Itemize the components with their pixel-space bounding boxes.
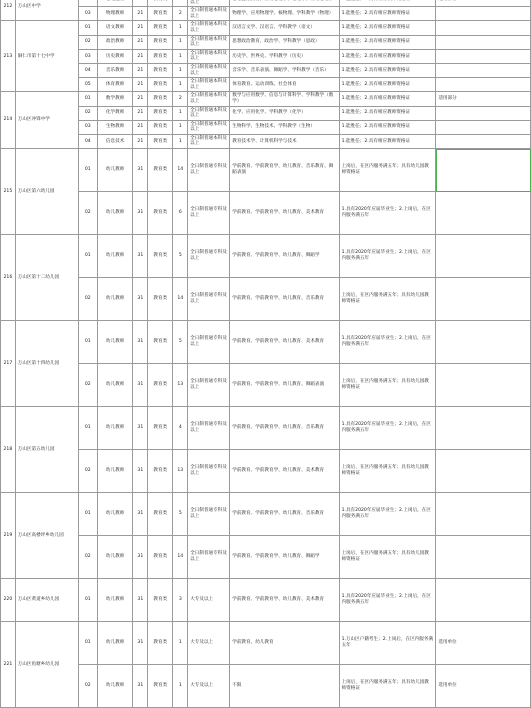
cell-subject[interactable]: 数学教师 (97, 92, 133, 106)
school-name-cell[interactable]: 万山区第五幼儿园 (15, 407, 78, 493)
cell-no[interactable]: 01 (78, 92, 97, 106)
cell-major[interactable]: 不限 (230, 665, 339, 708)
cell-subject[interactable]: 幼儿教师 (97, 235, 133, 278)
cell-note[interactable] (436, 78, 531, 92)
cell-other[interactable]: 1.能胜任；2.具有相应教师资格证 (339, 78, 436, 92)
cell-count[interactable]: 2 (173, 92, 188, 106)
table-row (1, 49, 531, 63)
cell-count[interactable]: 14 (173, 536, 188, 579)
cell-subject[interactable]: 幼儿教师 (97, 665, 133, 708)
cell-other[interactable]: 1.能胜任；2.具有相应教师资格证 (339, 106, 436, 120)
cell-code[interactable]: 31 (133, 235, 148, 278)
cell-major[interactable]: 思想政治教育、政治学、学科教学（思政） (230, 35, 339, 49)
cell-major[interactable]: 化学、应用化学、学科教学（化学） (230, 106, 339, 120)
cell-subject[interactable]: 幼儿教师 (97, 536, 133, 579)
cell-code[interactable]: 21 (133, 78, 148, 92)
cell-note[interactable] (436, 235, 531, 278)
cell-no[interactable]: 01 (78, 493, 97, 536)
cell-major[interactable]: 体育教育、运动训练、社会体育 (230, 78, 339, 92)
cell-edu[interactable]: 全日制普通本科及以上 (188, 120, 230, 134)
cell-count[interactable]: 5 (173, 235, 188, 278)
cell-major[interactable]: 学前教育、学前教育学、幼儿教育、音乐教育 (230, 407, 339, 450)
cell-no[interactable]: 02 (78, 35, 97, 49)
cell-count[interactable]: 3 (173, 579, 188, 622)
cell-code[interactable]: 31 (133, 450, 148, 493)
cell-edu[interactable]: 全日制普通专科及以上 (188, 235, 230, 278)
cell-major[interactable]: 学前教育、学前教育学、幼儿教育、美术教育 (230, 450, 339, 493)
cell-count[interactable]: 1 (173, 120, 188, 134)
cell-no[interactable]: 01 (78, 321, 97, 364)
cell-other[interactable]: 上岗后，在区内服务满五年；具有幼儿园教师资格证 (339, 665, 436, 708)
cell-type[interactable]: 教育类 (148, 407, 173, 450)
cell-other[interactable]: 上岗后，在区内服务满五年；具有幼儿园教师资格证 (339, 536, 436, 579)
cell-count[interactable]: 1 (173, 622, 188, 665)
cell-major[interactable]: 汉语言文学、汉语言、学科教学（语文） (230, 21, 339, 35)
cell-note[interactable] (436, 134, 531, 148)
cell-no[interactable]: 02 (78, 106, 97, 120)
cell-code[interactable]: 21 (133, 7, 148, 21)
cell-no[interactable]: 01 (78, 579, 97, 622)
cell-subject[interactable]: 幼儿教师 (97, 450, 133, 493)
cell-major[interactable] (230, 0, 339, 7)
cell-type[interactable]: 教育类 (148, 536, 173, 579)
cell-type[interactable]: 教育类 (148, 278, 173, 321)
cell-note[interactable] (436, 106, 531, 120)
cell-major[interactable]: 学前教育、学前教育学、幼儿教育、美术教育 (230, 192, 339, 235)
cell-edu[interactable]: 全日制普通专科及以上 (188, 407, 230, 450)
cell-no[interactable]: 03 (78, 120, 97, 134)
cell-edu[interactable]: 全日制普通专科及以上 (188, 149, 230, 192)
cell-code[interactable]: 31 (133, 407, 148, 450)
school-name-cell[interactable]: 万山区第十二幼儿园 (15, 235, 78, 321)
table-row (1, 35, 531, 49)
cell-no[interactable]: 02 (78, 192, 97, 235)
cell-subject[interactable]: 生物教师 (97, 120, 133, 134)
section-id-cell[interactable]: 214 (1, 92, 16, 149)
cell-no[interactable]: 02 (78, 278, 97, 321)
cell-type[interactable]: 教育类 (148, 63, 173, 77)
cell-edu[interactable]: 全日制普通本科及以上 (188, 134, 230, 148)
cell-note[interactable] (436, 192, 531, 235)
school-name-cell[interactable]: 万山区冲锋中学 (15, 92, 78, 149)
cell-note[interactable] (436, 149, 531, 192)
cell-subject[interactable]: 信息技术 (97, 134, 133, 148)
cell-note[interactable] (436, 35, 531, 49)
cell-major[interactable]: 学前教育、学前教育学、幼儿教育、舞蹈学 (230, 235, 339, 278)
school-name-cell[interactable]: 万山区黄道乡幼儿园 (15, 579, 78, 622)
cell-edu[interactable]: 全日制普通专科及以上 (188, 493, 230, 536)
cell-type[interactable]: 教育类 (148, 579, 173, 622)
cell-note[interactable] (436, 321, 531, 364)
cell-code[interactable]: 21 (133, 134, 148, 148)
table-row (1, 278, 531, 321)
cell-type[interactable]: 教育类 (148, 106, 173, 120)
cell-count[interactable]: 5 (173, 321, 188, 364)
cell-subject[interactable]: 音乐教师 (97, 63, 133, 77)
cell-other[interactable]: 1.能胜任；2.具有相应教师资格证 (339, 35, 436, 49)
cell-no[interactable]: 01 (78, 149, 97, 192)
cell-count[interactable]: 1 (173, 78, 188, 92)
cell-code[interactable]: 31 (133, 149, 148, 192)
cell-other[interactable]: 1.能胜任；2.具有相应教师资格证 (339, 49, 436, 63)
cell-note[interactable]: 选用单位 (436, 665, 531, 708)
cell-count[interactable]: 1 (173, 134, 188, 148)
cell-type[interactable]: 教育类 (148, 622, 173, 665)
cell-note[interactable] (436, 364, 531, 407)
cell-other[interactable]: 1.具有2020年应届毕业生；2.上岗后，在区内服务满五年 (339, 192, 436, 235)
cell-note[interactable] (436, 493, 531, 536)
cell-major[interactable]: 历史学、世界史、学科教学（历史） (230, 49, 339, 63)
table-row (1, 120, 531, 134)
cell-no[interactable]: 05 (78, 78, 97, 92)
section-id-cell[interactable]: 213 (1, 21, 16, 92)
cell-no[interactable] (78, 0, 97, 7)
cell-major[interactable]: 生物科学、生物技术、学科教学（生物） (230, 120, 339, 134)
cell-subject[interactable]: 物理教师 (97, 7, 133, 21)
school-name-cell[interactable]: 万山区中学 (15, 0, 78, 21)
cell-edu[interactable]: 全日制普通本科及以上 (188, 21, 230, 35)
cell-no[interactable]: 02 (78, 536, 97, 579)
cell-other[interactable]: 1.具有2020年应届毕业生；2.上岗后，在区内服务满五年 (339, 321, 436, 364)
cell-note[interactable]: 选用单位 (436, 622, 531, 665)
cell-count[interactable]: 1 (173, 63, 188, 77)
cell-code[interactable]: 31 (133, 536, 148, 579)
cell-major[interactable]: 学前教育、学前教育学、幼儿教育、音乐教育 (230, 493, 339, 536)
cell-note[interactable] (436, 579, 531, 622)
cell-edu[interactable]: 以上 (188, 0, 230, 7)
cell-no[interactable]: 01 (78, 235, 97, 278)
cell-no[interactable]: 03 (78, 7, 97, 21)
cell-count[interactable]: 1 (173, 35, 188, 49)
table-row (1, 92, 531, 106)
school-name-cell[interactable]: 万山区第十四幼儿园 (15, 321, 78, 407)
cell-code[interactable]: 31 (133, 278, 148, 321)
table-row (1, 106, 531, 120)
cell-edu[interactable]: 全日制普通专科及以上 (188, 278, 230, 321)
section-id-cell[interactable]: 219 (1, 493, 16, 579)
cell-other[interactable]: 1.具有2020年应届毕业生；2.上岗后，在区内服务满五年 (339, 407, 436, 450)
cell-type[interactable]: 教育类 (148, 493, 173, 536)
cell-count[interactable]: 14 (173, 278, 188, 321)
cell-major[interactable]: 学前教育、幼儿教育 (230, 622, 339, 665)
table-row (1, 536, 531, 579)
cell-count[interactable] (173, 0, 188, 7)
cell-edu[interactable]: 全日制普通本科及以上 (188, 35, 230, 49)
cell-no[interactable]: 04 (78, 134, 97, 148)
cell-type[interactable]: 教育类 (148, 192, 173, 235)
table-row (1, 149, 531, 192)
cell-code[interactable]: 31 (133, 665, 148, 708)
table-row (1, 407, 531, 450)
cell-other[interactable]: 上岗后，在区内服务满五年；具有幼儿园教师资格证 (339, 364, 436, 407)
cell-edu[interactable]: 全日制普通本科及以上 (188, 106, 230, 120)
cell-type[interactable]: 教育类 (148, 134, 173, 148)
table-row (1, 235, 531, 278)
cell-edu[interactable]: 全日制普通专科及以上 (188, 536, 230, 579)
cell-other[interactable]: 1.能胜任；2.具有相应教师资格证 (339, 63, 436, 77)
cell-code[interactable]: 31 (133, 321, 148, 364)
cell-code[interactable]: 31 (133, 192, 148, 235)
cell-subject[interactable]: 幼儿教师 (97, 407, 133, 450)
table-row (1, 450, 531, 493)
cell-other[interactable]: 1.能胜任；2.具有相应教师资格证 (339, 120, 436, 134)
cell-edu[interactable]: 全日制普通专科及以上 (188, 450, 230, 493)
cell-no[interactable]: 03 (78, 49, 97, 63)
table-row (1, 134, 531, 148)
cell-type[interactable]: 教育类 (148, 321, 173, 364)
cell-subject[interactable]: 体育教师 (97, 78, 133, 92)
cell-subject[interactable]: 幼儿教师 (97, 278, 133, 321)
cell-type[interactable]: 教育类 (148, 364, 173, 407)
school-name-cell[interactable]: 万山区第六幼儿园 (15, 149, 78, 235)
cell-other[interactable]: 1.能胜任；2.具有相应教师资格证 (339, 7, 436, 21)
cell-count[interactable]: 1 (173, 665, 188, 708)
cell-type[interactable]: 教育类 (148, 120, 173, 134)
cell-major[interactable]: 学前教育、学前教育学、幼儿教育、舞蹈学 (230, 536, 339, 579)
cell-count[interactable]: 1 (173, 106, 188, 120)
cell-other[interactable]: 1.能胜任；2.具有相应教师资格证 (339, 21, 436, 35)
cell-code[interactable]: 21 (133, 49, 148, 63)
table-row (1, 493, 531, 536)
cell-note[interactable] (436, 450, 531, 493)
cell-count[interactable]: 14 (173, 149, 188, 192)
section-id-cell[interactable]: 212 (1, 0, 16, 21)
cell-type[interactable]: 教育类 (148, 49, 173, 63)
section-id-cell[interactable]: 217 (1, 321, 16, 407)
cell-subject[interactable]: 化学教师 (97, 106, 133, 120)
cell-code[interactable]: 21 (133, 35, 148, 49)
cell-edu[interactable]: 全日制普通本科及以上 (188, 63, 230, 77)
table-row (1, 21, 531, 35)
cell-type[interactable]: 教育类 (148, 450, 173, 493)
cell-no[interactable]: 01 (78, 407, 97, 450)
cell-edu[interactable]: 全日制普通专科及以上 (188, 192, 230, 235)
cell-code[interactable]: 21 (133, 63, 148, 77)
cell-note[interactable] (436, 49, 531, 63)
cell-count[interactable]: 13 (173, 364, 188, 407)
cell-note[interactable] (436, 120, 531, 134)
cell-major[interactable]: 学前教育、学前教育学、幼儿教育、舞蹈表演 (230, 364, 339, 407)
cell-count[interactable]: 6 (173, 192, 188, 235)
cell-major[interactable]: 数学与应用数学、信息与计算科学、学科教学（数学） (230, 92, 339, 106)
cell-other[interactable]: 上岗后，在区内服务满五年；具有幼儿园教师资格证 (339, 149, 436, 192)
cell-other[interactable]: 1.能胜任；2.具有相应教师资格证 (339, 92, 436, 106)
cell-other[interactable]: 上岗后，在区内服务满五年；具有幼儿园教师资格证 (339, 450, 436, 493)
cell-subject[interactable]: 幼儿教师 (97, 579, 133, 622)
cell-subject[interactable]: 历史教师 (97, 49, 133, 63)
cell-edu[interactable]: 大专及以上 (188, 665, 230, 708)
cell-major[interactable]: 教育技术学、计算机科学与技术 (230, 134, 339, 148)
cell-edu[interactable]: 全日制普通本科及以上 (188, 49, 230, 63)
cell-code[interactable]: 21 (133, 106, 148, 120)
cell-no[interactable]: 01 (78, 622, 97, 665)
school-name-cell[interactable]: 万山区鱼塘乡幼儿园 (15, 622, 78, 708)
cell-major[interactable]: 音乐学、音乐表演、舞蹈学、学科教学（音乐） (230, 63, 339, 77)
table-row (1, 321, 531, 364)
cell-other[interactable]: 1.具有2020年应届毕业生；2.上岗后，在区内服务满五年 (339, 579, 436, 622)
cell-other[interactable]: 1.具有2020年应届毕业生；2.上岗后，在区内服务满五年 (339, 235, 436, 278)
cell-edu[interactable]: 全日制普通本科及以上 (188, 78, 230, 92)
cell-type[interactable]: 教育类 (148, 235, 173, 278)
cell-no[interactable]: 02 (78, 364, 97, 407)
cell-other[interactable]: 1.能胜任；2.具有相应教师资格证 (339, 134, 436, 148)
cell-note[interactable] (436, 21, 531, 35)
cell-type[interactable]: 教育类 (148, 149, 173, 192)
cell-subject[interactable]: 幼儿教师 (97, 622, 133, 665)
cell-code[interactable]: 31 (133, 622, 148, 665)
cell-note[interactable] (436, 536, 531, 579)
section-id-cell[interactable]: 215 (1, 149, 16, 235)
cell-major[interactable]: 学前教育、学前教育学、幼儿教育、美术教育 (230, 321, 339, 364)
section-id-cell[interactable]: 218 (1, 407, 16, 493)
cell-edu[interactable]: 全日制普通本科及以上 (188, 7, 230, 21)
cell-note[interactable] (436, 63, 531, 77)
cell-major[interactable]: 学前教育、学前教育学、幼儿教育、音乐教育 (230, 278, 339, 321)
cell-count[interactable]: 1 (173, 49, 188, 63)
cell-code[interactable] (133, 0, 148, 7)
cell-type[interactable]: 教育类 (148, 35, 173, 49)
cell-code[interactable]: 31 (133, 364, 148, 407)
cell-subject[interactable]: 幼儿教师 (97, 493, 133, 536)
cell-note[interactable] (436, 7, 531, 21)
cell-type[interactable]: 教育类 (148, 7, 173, 21)
cell-count[interactable]: 1 (173, 21, 188, 35)
table-row (1, 7, 531, 21)
cell-other[interactable]: 1.万山区户籍考生；2.上岗后，在区内服务满五年 (339, 622, 436, 665)
cell-subject[interactable] (97, 0, 133, 7)
cell-no[interactable]: 01 (78, 21, 97, 35)
cell-no[interactable]: 04 (78, 63, 97, 77)
cell-subject[interactable]: 语文教师 (97, 21, 133, 35)
table-row (1, 622, 531, 665)
cell-edu[interactable]: 全日制普通专科及以上 (188, 364, 230, 407)
table-row (1, 63, 531, 77)
cell-subject[interactable]: 幼儿教师 (97, 364, 133, 407)
cell-code[interactable]: 31 (133, 579, 148, 622)
cell-code[interactable]: 21 (133, 92, 148, 106)
cell-major[interactable]: 物理学、应用物理学、核物理、学科教学（物理） (230, 7, 339, 21)
cell-type[interactable]: 教育类 (148, 665, 173, 708)
school-name-cell[interactable]: 铜仁市第十七中学 (15, 21, 78, 92)
cell-note[interactable]: 适用部分 (436, 92, 531, 106)
table-row (1, 579, 531, 622)
cell-edu[interactable]: 大专及以上 (188, 622, 230, 665)
table-row (1, 364, 531, 407)
cell-subject[interactable]: 幼儿教师 (97, 321, 133, 364)
cell-count[interactable]: 13 (173, 450, 188, 493)
table-row (1, 0, 531, 7)
cell-other[interactable]: 上岗后，在区内服务满五年；具有幼儿园教师资格证 (339, 278, 436, 321)
cell-other[interactable]: 1.具有2020年应届毕业生；2.上岗后，在区内服务满五年 (339, 493, 436, 536)
section-id-cell[interactable]: 221 (1, 622, 16, 708)
cell-type[interactable]: 教育类 (148, 78, 173, 92)
cell-count[interactable]: 5 (173, 493, 188, 536)
cell-code[interactable]: 31 (133, 493, 148, 536)
section-id-cell[interactable]: 220 (1, 579, 16, 622)
cell-no[interactable]: 02 (78, 665, 97, 708)
cell-type[interactable]: 教育类 (148, 21, 173, 35)
cell-other[interactable] (339, 0, 436, 7)
cell-major[interactable]: 学前教育、学前教育学、幼儿教育、音乐教育、舞蹈表演 (230, 149, 339, 192)
cell-subject[interactable]: 幼儿教师 (97, 192, 133, 235)
cell-edu[interactable]: 全日制普通本科及以上 (188, 92, 230, 106)
school-name-cell[interactable]: 万山区高楼坪乡幼儿园 (15, 493, 78, 579)
cell-subject[interactable]: 政治教师 (97, 35, 133, 49)
cell-no[interactable]: 02 (78, 450, 97, 493)
cell-count[interactable]: 2 (173, 7, 188, 21)
cell-major[interactable]: 学前教育、学前教育学、幼儿教育、美术教育 (230, 579, 339, 622)
table-row (1, 78, 531, 92)
cell-note[interactable] (436, 407, 531, 450)
cell-note[interactable] (436, 0, 531, 7)
cell-code[interactable]: 21 (133, 120, 148, 134)
cell-count[interactable]: 4 (173, 407, 188, 450)
section-id-cell[interactable]: 216 (1, 235, 16, 321)
table-row (1, 192, 531, 235)
cell-edu[interactable]: 大专及以上 (188, 579, 230, 622)
cell-note[interactable] (436, 278, 531, 321)
cell-subject[interactable]: 幼儿教师 (97, 149, 133, 192)
cell-edu[interactable]: 全日制普通专科及以上 (188, 321, 230, 364)
cell-code[interactable]: 21 (133, 21, 148, 35)
table-row (1, 665, 531, 708)
cell-type[interactable] (148, 0, 173, 7)
cell-type[interactable]: 教育类 (148, 92, 173, 106)
table-body (1, 0, 531, 708)
